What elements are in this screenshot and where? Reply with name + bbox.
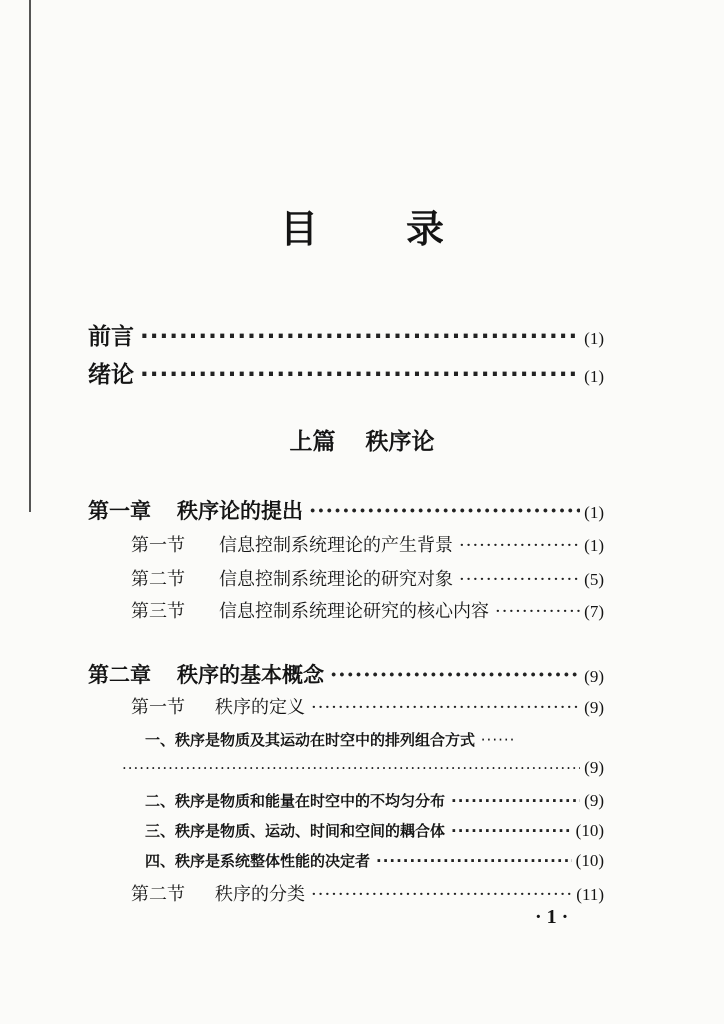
- section-title: 秩序的定义: [215, 697, 305, 718]
- toc-section-1-2[interactable]: [131, 565, 604, 591]
- item-label: 一、秩序是物质及其运动在时空中的排列组合方式: [145, 731, 476, 749]
- dot-leader: [376, 852, 572, 870]
- item-label: 四、秩序是系统整体性能的决定者: [145, 852, 371, 870]
- toc-page-number: (9): [584, 791, 604, 810]
- toc-item-2-1-4[interactable]: [145, 850, 604, 871]
- toc-label: 前言: [88, 324, 134, 350]
- title-char-1: 目: [279, 207, 318, 251]
- toc-entry-introduction[interactable]: [88, 356, 604, 389]
- chapter-number: 第二章: [88, 662, 151, 687]
- section-number: 第三节: [131, 601, 185, 622]
- chapter-title: 秩序的基本概念: [177, 662, 324, 687]
- item-label: 二、秩序是物质和能量在时空中的不均匀分布: [145, 792, 446, 810]
- chapter-number: 第一章: [88, 498, 151, 523]
- toc-item-2-1-1-continuation[interactable]: [122, 758, 604, 778]
- toc-section-1-3[interactable]: [131, 597, 604, 623]
- dot-leader: [140, 324, 580, 350]
- toc-page-number: (7): [584, 602, 604, 621]
- toc-page-number: (1): [584, 503, 604, 522]
- toc-page-number: (11): [576, 885, 604, 904]
- toc-chapter-1[interactable]: [88, 495, 604, 525]
- part-heading: [0, 423, 724, 456]
- toc-page-number: (1): [584, 536, 604, 555]
- dot-leader: [495, 601, 580, 622]
- part-title: 秩序论: [365, 429, 435, 455]
- toc-page-number: (5): [584, 570, 604, 589]
- dot-leader: [459, 535, 580, 556]
- dot-leader: [451, 822, 572, 840]
- toc-item-2-1-1[interactable]: 一、秩序是物质及其运动在时空中的排列组合方式 ······: [145, 731, 516, 749]
- dot-leader: [309, 498, 580, 523]
- section-title: 信息控制系统理论研究的核心内容: [219, 601, 489, 622]
- section-number: 第一节: [131, 697, 185, 718]
- toc-item-2-1-2[interactable]: [145, 790, 604, 811]
- toc-chapter-2[interactable]: [88, 659, 604, 689]
- page-number-folio: · 1 ·: [535, 906, 569, 928]
- item-label: 三、秩序是物质、运动、时间和空间的耦合体: [145, 822, 446, 840]
- toc-section-2-2[interactable]: [131, 880, 604, 906]
- page-title: [0, 198, 724, 253]
- toc-section-2-1[interactable]: [131, 693, 604, 719]
- toc-page-number: (10): [575, 821, 604, 840]
- toc-page-number: (1): [584, 329, 604, 348]
- toc-section-1-1[interactable]: [131, 531, 604, 557]
- toc-page-number: (9): [584, 698, 604, 717]
- dot-leader: [311, 884, 572, 905]
- toc-page-number: (10): [575, 851, 604, 870]
- toc-item-2-1-3[interactable]: [145, 820, 604, 841]
- dot-leader: [451, 792, 580, 810]
- section-title: 信息控制系统理论的产生背景: [219, 535, 453, 556]
- toc-label: 绪论: [88, 362, 134, 388]
- section-title: 秩序的分类: [215, 884, 305, 905]
- dot-leader: [311, 697, 580, 718]
- toc-page-number: (9): [584, 667, 604, 686]
- dot-leader: [459, 569, 580, 590]
- section-title: 信息控制系统理论的研究对象: [219, 569, 453, 590]
- part-label: 上篇: [289, 429, 336, 455]
- dot-leader: [330, 662, 580, 687]
- toc-page-number: (9): [584, 758, 604, 777]
- section-number: 第二节: [131, 569, 185, 590]
- toc-entry-preface[interactable]: [88, 318, 604, 351]
- title-char-2: 录: [406, 207, 445, 251]
- section-number: 第一节: [131, 535, 185, 556]
- toc-page-number: (1): [584, 367, 604, 386]
- chapter-title: 秩序论的提出: [177, 498, 303, 523]
- section-number: 第二节: [131, 884, 185, 905]
- dot-leader: [122, 759, 580, 777]
- dot-leader: [140, 362, 580, 388]
